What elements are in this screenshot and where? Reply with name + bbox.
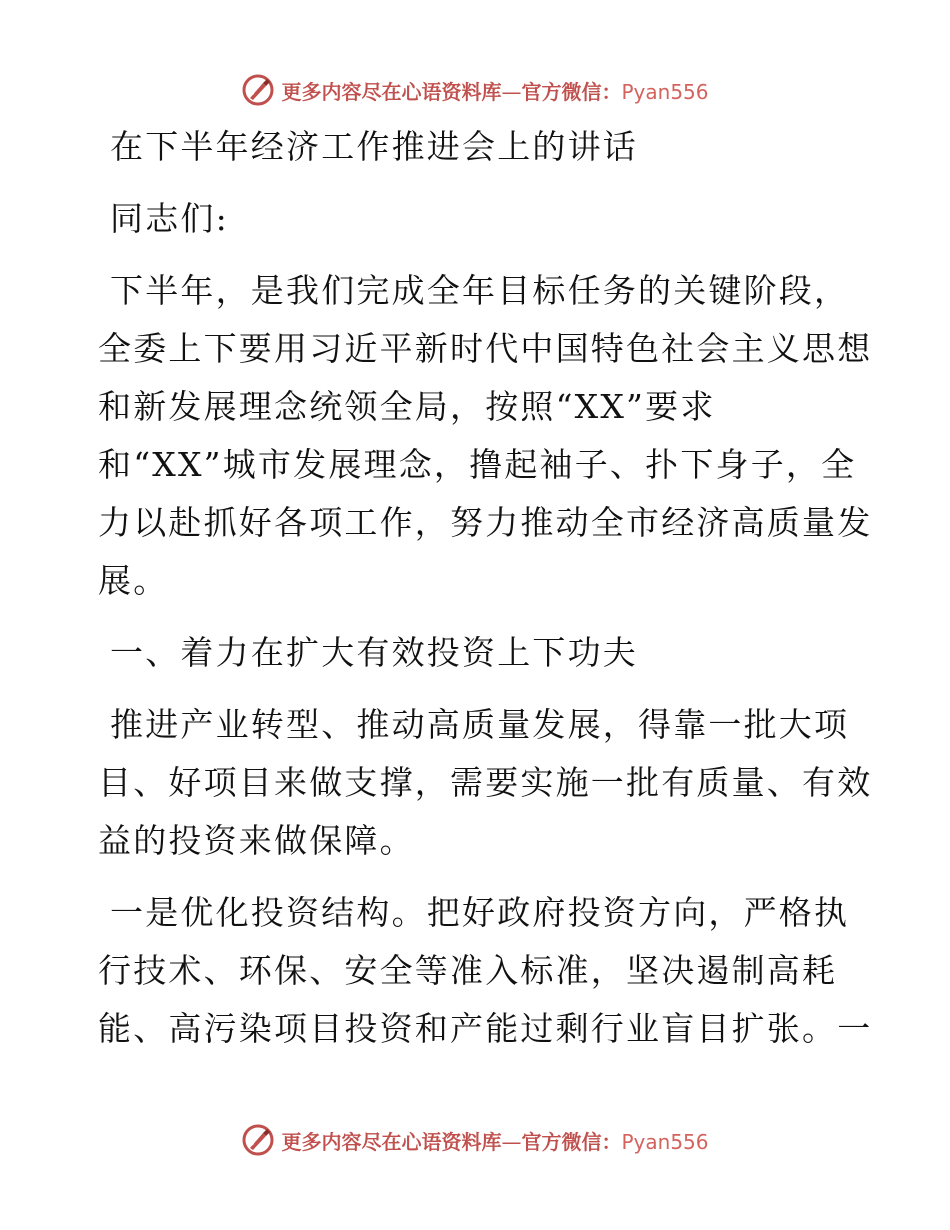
watermark-dash: — — [501, 79, 522, 104]
paragraph-line: 全委上下要用习近平新时代中国特色社会主义思想 — [98, 329, 873, 368]
watermark-suffix-text: 官方微信： — [521, 1129, 622, 1154]
watermark-id: Pyan556 — [621, 79, 709, 104]
header-watermark — [0, 70, 950, 110]
paragraph-intro — [98, 262, 873, 610]
paragraph-structure — [98, 884, 873, 1058]
paragraph-line: 展。 — [98, 561, 169, 600]
document-title: 在下半年经济工作推进会上的讲话 — [110, 127, 638, 166]
paragraph-line: 和新发展理念统领全局，按照“XX”要求 — [98, 387, 716, 426]
watermark-main-text: 更多内容尽在心语资料库 — [281, 79, 502, 104]
paragraph-line: 和“XX”城市发展理念，撸起袖子、扑下身子，全 — [98, 445, 857, 484]
document-body — [98, 118, 873, 1058]
paragraph-line: 行技术、环保、安全等准入标准，坚决遏制高耗 — [98, 951, 838, 990]
section-heading: 一、着力在扩大有效投资上下功夫 — [110, 633, 638, 672]
footer-watermark — [0, 1120, 950, 1160]
watermark-id: Pyan556 — [621, 1129, 709, 1154]
paragraph-line: 一是优化投资结构。把好政府投资方向，严格执 — [110, 893, 850, 932]
pen-logo-icon — [241, 1123, 275, 1157]
watermark-suffix-text: 官方微信： — [521, 79, 622, 104]
paragraph-line: 能、高污染项目投资和产能过剩行业盲目扩张。一 — [98, 1009, 873, 1048]
paragraph-line: 力以赴抓好各项工作，努力推动全市经济高质量发 — [98, 503, 873, 542]
paragraph-investment — [98, 696, 873, 870]
watermark-dash: — — [501, 1129, 522, 1154]
salutation: 同志们: — [110, 199, 229, 238]
paragraph-line: 目、好项目来做支撑，需要实施一批有质量、有效 — [98, 763, 873, 802]
paragraph-line: 益的投资来做保障。 — [98, 821, 415, 860]
paragraph-line: 推进产业转型、推动高质量发展，得靠一批大项 — [110, 705, 850, 744]
watermark-main-text: 更多内容尽在心语资料库 — [281, 1129, 502, 1154]
paragraph-line: 下半年，是我们完成全年目标任务的关键阶段， — [110, 271, 850, 310]
pen-logo-icon — [241, 73, 275, 107]
